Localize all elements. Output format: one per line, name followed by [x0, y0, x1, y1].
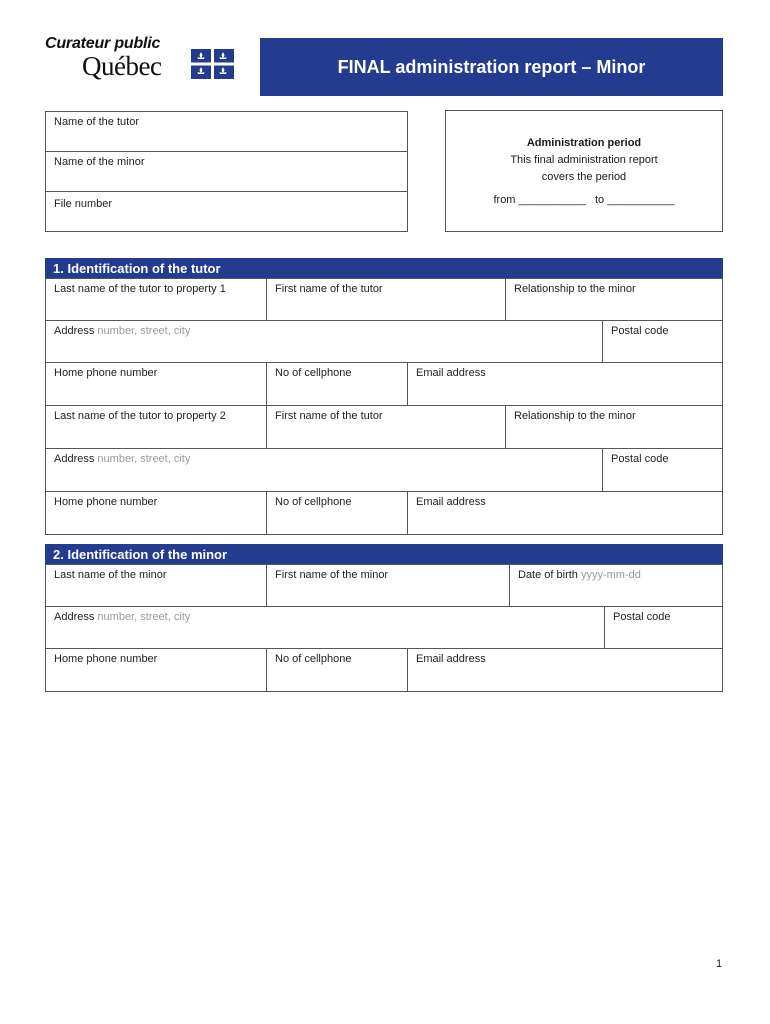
minor-name-field[interactable]	[45, 151, 408, 192]
admin-period-line2: covers the period	[541, 171, 627, 183]
quebec-flag-icon	[191, 49, 234, 79]
tutor1-cellphone-label: No of cellphone	[275, 367, 352, 379]
tutor2-address-label: Address	[54, 453, 95, 465]
minor-postal-code-field[interactable]	[604, 606, 723, 649]
tutor2-relationship-field[interactable]	[505, 405, 723, 449]
minor-last-name-label: Last name of the minor	[54, 569, 167, 581]
minor-first-name-label: First name of the minor	[275, 569, 389, 581]
tutor2-postal-code-label: Postal code	[611, 453, 669, 465]
tutor2-last-name-field[interactable]	[45, 405, 267, 449]
minor-address-hint: number, street, city	[97, 611, 191, 623]
tutor2-address-field[interactable]	[45, 448, 603, 492]
tutor1-last-name-field[interactable]	[45, 278, 267, 321]
tutor2-relationship-label: Relationship to the minor	[514, 410, 636, 422]
tutor1-first-name-label: First name of the tutor	[275, 283, 383, 295]
minor-cellphone-label: No of cellphone	[275, 653, 352, 665]
tutor1-relationship-field[interactable]	[505, 278, 723, 321]
tutor-name-label: Name of the tutor	[54, 116, 139, 128]
minor-address-field[interactable]	[45, 606, 605, 649]
tutor2-email-field[interactable]	[407, 491, 723, 535]
minor-first-name-field[interactable]	[266, 564, 510, 607]
minor-dob-hint: yyyy-mm-dd	[580, 569, 641, 581]
tutor1-home-phone-label: Home phone number	[54, 367, 158, 379]
tutor2-first-name-label: First name of the tutor	[275, 410, 383, 422]
tutor2-home-phone-field[interactable]	[45, 491, 267, 535]
minor-home-phone-field[interactable]	[45, 648, 267, 692]
minor-address-label: Address	[54, 611, 95, 623]
minor-name-label: Name of the minor	[54, 156, 145, 168]
tutor1-postal-code-field[interactable]	[602, 320, 723, 363]
tutor2-first-name-field[interactable]	[266, 405, 506, 449]
tutor1-email-label: Email address	[416, 367, 486, 379]
admin-period-line1: This final administration report	[510, 154, 658, 166]
logo-line1: Curateur public	[45, 35, 161, 52]
tutor2-email-label: Email address	[416, 496, 486, 508]
section1-header: 1. Identification of the tutor	[45, 258, 723, 278]
admin-period-box	[445, 110, 723, 232]
tutor1-address-hint: number, street, city	[97, 325, 191, 337]
admin-period-heading: Administration period	[526, 137, 642, 149]
file-number-label: File number	[54, 198, 113, 210]
tutor1-address-label: Address	[54, 325, 95, 337]
tutor1-first-name-field[interactable]	[266, 278, 506, 321]
tutor1-email-field[interactable]	[407, 362, 723, 406]
tutor1-relationship-label: Relationship to the minor	[514, 283, 636, 295]
tutor2-last-name-label: Last name of the tutor to property 2	[54, 410, 226, 422]
minor-last-name-field[interactable]	[45, 564, 267, 607]
tutor1-last-name-label: Last name of the tutor to property 1	[54, 283, 226, 295]
tutor1-address-field[interactable]	[45, 320, 603, 363]
minor-dob-field[interactable]	[509, 564, 723, 607]
page-title: FINAL administration report – Minor	[260, 38, 723, 96]
tutor2-home-phone-label: Home phone number	[54, 496, 158, 508]
tutor2-cellphone-label: No of cellphone	[275, 496, 352, 508]
minor-cellphone-field[interactable]	[266, 648, 408, 692]
tutor-name-field[interactable]	[45, 111, 408, 152]
tutor2-cellphone-field[interactable]	[266, 491, 408, 535]
page-number: 1	[716, 958, 723, 970]
tutor2-postal-code-field[interactable]	[602, 448, 723, 492]
minor-email-label: Email address	[416, 653, 486, 665]
minor-home-phone-label: Home phone number	[54, 653, 158, 665]
admin-period-range[interactable]: from ___________ to ___________	[493, 194, 675, 206]
tutor1-cellphone-field[interactable]	[266, 362, 408, 406]
minor-dob-label: Date of birth	[518, 569, 578, 581]
tutor1-home-phone-field[interactable]	[45, 362, 267, 406]
file-number-field[interactable]	[45, 191, 408, 232]
tutor1-postal-code-label: Postal code	[611, 325, 669, 337]
minor-postal-code-label: Postal code	[613, 611, 671, 623]
tutor2-address-hint: number, street, city	[97, 453, 191, 465]
logo-line2: Québec	[82, 51, 162, 81]
section2-header: 2. Identification of the minor	[45, 544, 723, 564]
minor-email-field[interactable]	[407, 648, 723, 692]
